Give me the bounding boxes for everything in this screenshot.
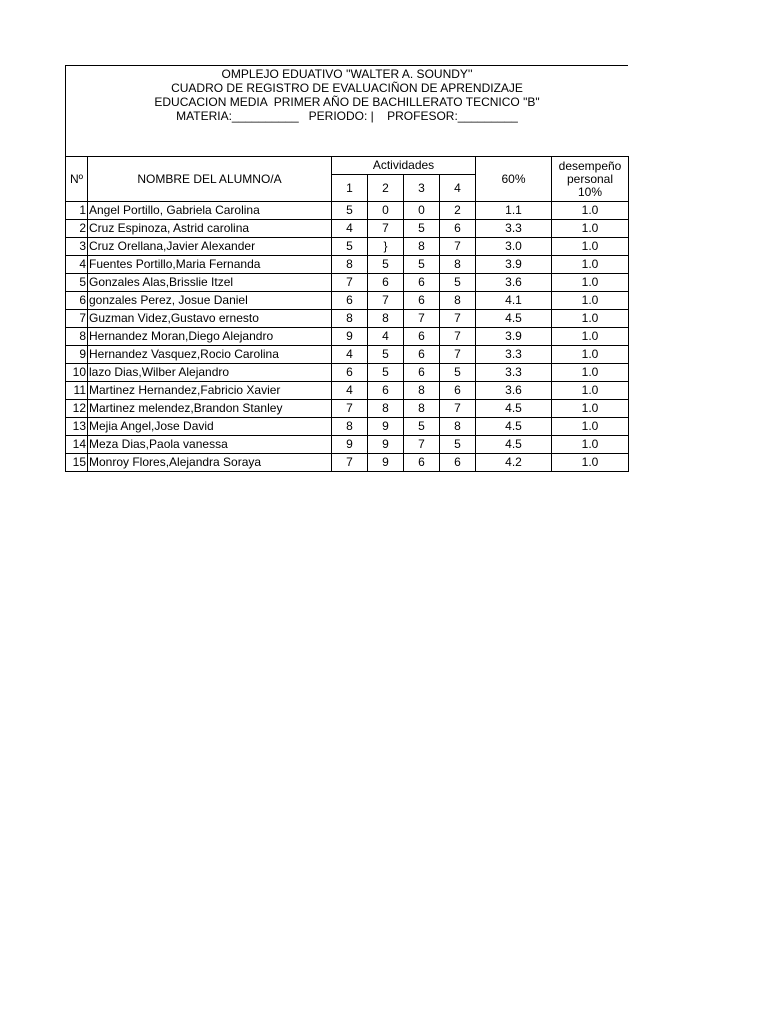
activity-3-score: 5 bbox=[404, 418, 440, 436]
activity-4-score: 8 bbox=[440, 256, 476, 274]
performance-score: 1.0 bbox=[552, 274, 629, 292]
activity-2-score: 7 bbox=[368, 292, 404, 310]
row-number: 15 bbox=[66, 454, 88, 472]
table-row bbox=[66, 328, 629, 346]
activity-1-score: 5 bbox=[332, 202, 368, 220]
row-number: 3 bbox=[66, 238, 88, 256]
sheet-title: CUADRO DE REGISTRO DE EVALUACIÑON DE APRENDIZAJE bbox=[171, 81, 523, 95]
header-act-3: 3 bbox=[404, 175, 440, 202]
activity-4-score: 5 bbox=[440, 436, 476, 454]
activity-2-score: 9 bbox=[368, 454, 404, 472]
activity-3-score: 8 bbox=[404, 382, 440, 400]
activity-1-score: 7 bbox=[332, 454, 368, 472]
performance-score: 1.0 bbox=[552, 400, 629, 418]
activity-3-score: 5 bbox=[404, 220, 440, 238]
activity-2-score: 7 bbox=[368, 220, 404, 238]
activity-3-score: 7 bbox=[404, 436, 440, 454]
activity-3-score: 6 bbox=[404, 346, 440, 364]
activity-4-score: 7 bbox=[440, 310, 476, 328]
activity-2-score: 8 bbox=[368, 400, 404, 418]
row-number: 4 bbox=[66, 256, 88, 274]
activity-1-score: 9 bbox=[332, 328, 368, 346]
activity-4-score: 8 bbox=[440, 418, 476, 436]
row-number: 7 bbox=[66, 310, 88, 328]
activity-3-score: 5 bbox=[404, 256, 440, 274]
student-name: Meza Dias,Paola vanessa bbox=[88, 436, 332, 454]
header-act-2: 2 bbox=[368, 175, 404, 202]
grades-table bbox=[65, 156, 629, 472]
activity-3-score: 8 bbox=[404, 238, 440, 256]
row-number: 2 bbox=[66, 220, 88, 238]
activity-2-score: 5 bbox=[368, 256, 404, 274]
sixty-pct-score: 4.5 bbox=[476, 310, 552, 328]
activity-4-score: 7 bbox=[440, 400, 476, 418]
student-name: Monroy Flores,Alejandra Soraya bbox=[88, 454, 332, 472]
activity-1-score: 4 bbox=[332, 220, 368, 238]
row-number: 1 bbox=[66, 202, 88, 220]
sixty-pct-score: 4.2 bbox=[476, 454, 552, 472]
row-number: 12 bbox=[66, 400, 88, 418]
sixty-pct-score: 3.0 bbox=[476, 238, 552, 256]
activity-4-score: 7 bbox=[440, 328, 476, 346]
student-name: Fuentes Portillo,Maria Fernanda bbox=[88, 256, 332, 274]
activity-2-score: } bbox=[368, 238, 404, 256]
activity-1-score: 8 bbox=[332, 256, 368, 274]
table-row bbox=[66, 274, 629, 292]
table-row bbox=[66, 292, 629, 310]
activity-1-score: 4 bbox=[332, 346, 368, 364]
table-row bbox=[66, 238, 629, 256]
row-number: 9 bbox=[66, 346, 88, 364]
student-name: Cruz Orellana,Javier Alexander bbox=[88, 238, 332, 256]
activity-3-score: 6 bbox=[404, 364, 440, 382]
performance-score: 1.0 bbox=[552, 292, 629, 310]
row-number: 14 bbox=[66, 436, 88, 454]
performance-score: 1.0 bbox=[552, 346, 629, 364]
activity-2-score: 9 bbox=[368, 418, 404, 436]
student-name: lazo Dias,Wilber Alejandro bbox=[88, 364, 332, 382]
header-act-1: 1 bbox=[332, 175, 368, 202]
performance-score: 1.0 bbox=[552, 220, 629, 238]
performance-score: 1.0 bbox=[552, 436, 629, 454]
activity-3-score: 6 bbox=[404, 274, 440, 292]
activity-4-score: 7 bbox=[440, 346, 476, 364]
activity-2-score: 0 bbox=[368, 202, 404, 220]
activity-4-score: 5 bbox=[440, 364, 476, 382]
header-activities: Actividades bbox=[332, 157, 476, 175]
activity-4-score: 2 bbox=[440, 202, 476, 220]
row-number: 6 bbox=[66, 292, 88, 310]
activity-1-score: 7 bbox=[332, 274, 368, 292]
header-act-4: 4 bbox=[440, 175, 476, 202]
row-number: 8 bbox=[66, 328, 88, 346]
student-name: Angel Portillo, Gabriela Carolina bbox=[88, 202, 332, 220]
student-name: gonzales Perez, Josue Daniel bbox=[88, 292, 332, 310]
activity-1-score: 5 bbox=[332, 238, 368, 256]
sixty-pct-score: 4.5 bbox=[476, 400, 552, 418]
activity-4-score: 6 bbox=[440, 382, 476, 400]
activity-3-score: 0 bbox=[404, 202, 440, 220]
table-row bbox=[66, 346, 629, 364]
performance-score: 1.0 bbox=[552, 418, 629, 436]
performance-score: 1.0 bbox=[552, 310, 629, 328]
performance-score: 1.0 bbox=[552, 238, 629, 256]
sixty-pct-score: 3.3 bbox=[476, 364, 552, 382]
table-row bbox=[66, 400, 629, 418]
activity-4-score: 6 bbox=[440, 454, 476, 472]
activity-1-score: 7 bbox=[332, 400, 368, 418]
sixty-pct-score: 3.6 bbox=[476, 274, 552, 292]
activity-2-score: 5 bbox=[368, 364, 404, 382]
student-name: Martinez Hernandez,Fabricio Xavier bbox=[88, 382, 332, 400]
activity-1-score: 6 bbox=[332, 292, 368, 310]
row-number: 11 bbox=[66, 382, 88, 400]
student-name: Mejia Angel,Jose David bbox=[88, 418, 332, 436]
sixty-pct-score: 3.9 bbox=[476, 328, 552, 346]
student-name: Martinez melendez,Brandon Stanley bbox=[88, 400, 332, 418]
sheet-header bbox=[65, 65, 628, 156]
table-row bbox=[66, 202, 629, 220]
activity-1-score: 4 bbox=[332, 382, 368, 400]
student-name: Hernandez Vasquez,Rocio Carolina bbox=[88, 346, 332, 364]
activity-4-score: 5 bbox=[440, 274, 476, 292]
sixty-pct-score: 4.5 bbox=[476, 436, 552, 454]
header-name: NOMBRE DEL ALUMNO/A bbox=[88, 157, 332, 202]
row-number: 13 bbox=[66, 418, 88, 436]
activity-2-score: 6 bbox=[368, 274, 404, 292]
table-row bbox=[66, 220, 629, 238]
sixty-pct-score: 3.6 bbox=[476, 382, 552, 400]
sixty-pct-score: 3.3 bbox=[476, 220, 552, 238]
student-name: Cruz Espinoza, Astrid carolina bbox=[88, 220, 332, 238]
activity-1-score: 8 bbox=[332, 310, 368, 328]
performance-score: 1.0 bbox=[552, 328, 629, 346]
activity-1-score: 8 bbox=[332, 418, 368, 436]
table-row bbox=[66, 382, 629, 400]
activity-2-score: 6 bbox=[368, 382, 404, 400]
table-row bbox=[66, 256, 629, 274]
row-number: 5 bbox=[66, 274, 88, 292]
student-name: Gonzales Alas,Brisslie Itzel bbox=[88, 274, 332, 292]
activity-4-score: 7 bbox=[440, 238, 476, 256]
performance-score: 1.0 bbox=[552, 454, 629, 472]
activity-2-score: 9 bbox=[368, 436, 404, 454]
sixty-pct-score: 3.9 bbox=[476, 256, 552, 274]
activity-4-score: 6 bbox=[440, 220, 476, 238]
table-row bbox=[66, 364, 629, 382]
header-60pct: 60% bbox=[476, 157, 552, 202]
performance-score: 1.0 bbox=[552, 202, 629, 220]
activity-3-score: 8 bbox=[404, 400, 440, 418]
sixty-pct-score: 4.1 bbox=[476, 292, 552, 310]
performance-score: 1.0 bbox=[552, 256, 629, 274]
activity-2-score: 8 bbox=[368, 310, 404, 328]
student-name: Hernandez Moran,Diego Alejandro bbox=[88, 328, 332, 346]
activity-1-score: 6 bbox=[332, 364, 368, 382]
table-row bbox=[66, 454, 629, 472]
table-row bbox=[66, 310, 629, 328]
header-performance: desempeño personal 10% bbox=[552, 157, 629, 202]
school-name: OMPLEJO EDUATIVO ''WALTER A. SOUNDY'' bbox=[221, 67, 473, 81]
row-number: 10 bbox=[66, 364, 88, 382]
sixty-pct-score: 4.5 bbox=[476, 418, 552, 436]
activity-4-score: 8 bbox=[440, 292, 476, 310]
table-row bbox=[66, 418, 629, 436]
header-num: Nº bbox=[66, 157, 88, 202]
sixty-pct-score: 1.1 bbox=[476, 202, 552, 220]
performance-score: 1.0 bbox=[552, 364, 629, 382]
activity-2-score: 4 bbox=[368, 328, 404, 346]
performance-score: 1.0 bbox=[552, 382, 629, 400]
table-row bbox=[66, 436, 629, 454]
sixty-pct-score: 3.3 bbox=[476, 346, 552, 364]
activity-1-score: 9 bbox=[332, 436, 368, 454]
activity-2-score: 5 bbox=[368, 346, 404, 364]
sheet-level: EDUCACION MEDIA PRIMER AÑO DE BACHILLERATO TECNICO "B" bbox=[154, 95, 540, 109]
grade-sheet bbox=[65, 65, 628, 472]
student-name: Guzman Videz,Gustavo ernesto bbox=[88, 310, 332, 328]
activity-3-score: 7 bbox=[404, 310, 440, 328]
activity-3-score: 6 bbox=[404, 292, 440, 310]
activity-3-score: 6 bbox=[404, 454, 440, 472]
sheet-subject-line: MATERIA:__________ PERIODO: | PROFESOR:_________ bbox=[176, 109, 518, 123]
activity-3-score: 6 bbox=[404, 328, 440, 346]
